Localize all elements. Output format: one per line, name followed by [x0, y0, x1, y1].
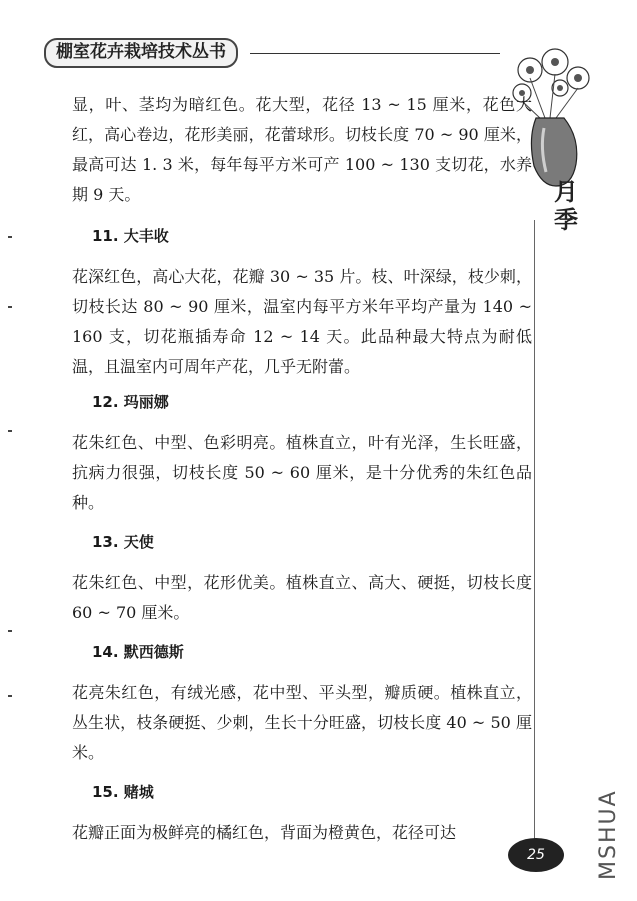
margin-mark — [8, 695, 12, 697]
series-title: 棚室花卉栽培技术丛书 — [44, 38, 238, 68]
page-number: 25 — [508, 838, 564, 872]
side-rule — [534, 220, 535, 840]
entry-title: 15. 赌城 — [92, 783, 154, 801]
entry-text: 花朱红色、中型，花形优美。植株直立、高大、硬挺，切枝长度 60 ~ 70 厘米。 — [72, 573, 532, 622]
header-rule — [250, 53, 500, 54]
entry-title: 13. 天使 — [92, 533, 154, 551]
intro-paragraph: 显，叶、茎均为暗红色。花大型，花径 13 ~ 15 厘米，花色大红，高心卷边，花形美丽，花蕾球形。切枝长度 70 ~ 90 厘米，最高可达 1. 3 米，每年每平方米可产 100 ~ 130 支切花，水养期 9 天。 — [72, 95, 532, 204]
watermark: MSHUA — [596, 789, 621, 881]
entry-title: 14. 默西德斯 — [92, 643, 184, 661]
chapter-tab: 月季 — [554, 177, 578, 234]
margin-mark — [8, 430, 12, 432]
entry-title: 11. 大丰收 — [92, 227, 169, 245]
margin-mark — [8, 306, 12, 308]
margin-mark — [8, 630, 12, 632]
entry-title: 12. 玛丽娜 — [92, 393, 169, 411]
entry-text: 花朱红色、中型、色彩明亮。植株直立，叶有光泽，生长旺盛，抗病力很强，切枝长度 50 ~ 60 厘米，是十分优秀的朱红色品种。 — [72, 433, 532, 512]
page-body — [72, 90, 532, 848]
entry-text: 花亮朱红色，有绒光感，花中型、平头型，瓣质硬。植株直立，丛生状，枝条硬挺、少刺，生长十分旺盛，切枝长度 40 ~ 50 厘米。 — [72, 683, 532, 762]
entry-text: 花瓣正面为极鲜亮的橘红色，背面为橙黄色，花径可达 — [72, 823, 457, 842]
entry-text: 花深红色，高心大花，花瓣 30 ~ 35 片。枝、叶深绿，枝少刺，切枝长达 80 ~ 90 厘米，温室内每平方米年平均产量为 140 ~ 160 支，切花瓶插寿命 12 ~ 14 天。此品种最大特点为耐低温，且温室内可周年产花，几乎无附蕾。 — [72, 267, 532, 376]
margin-mark — [8, 236, 12, 238]
